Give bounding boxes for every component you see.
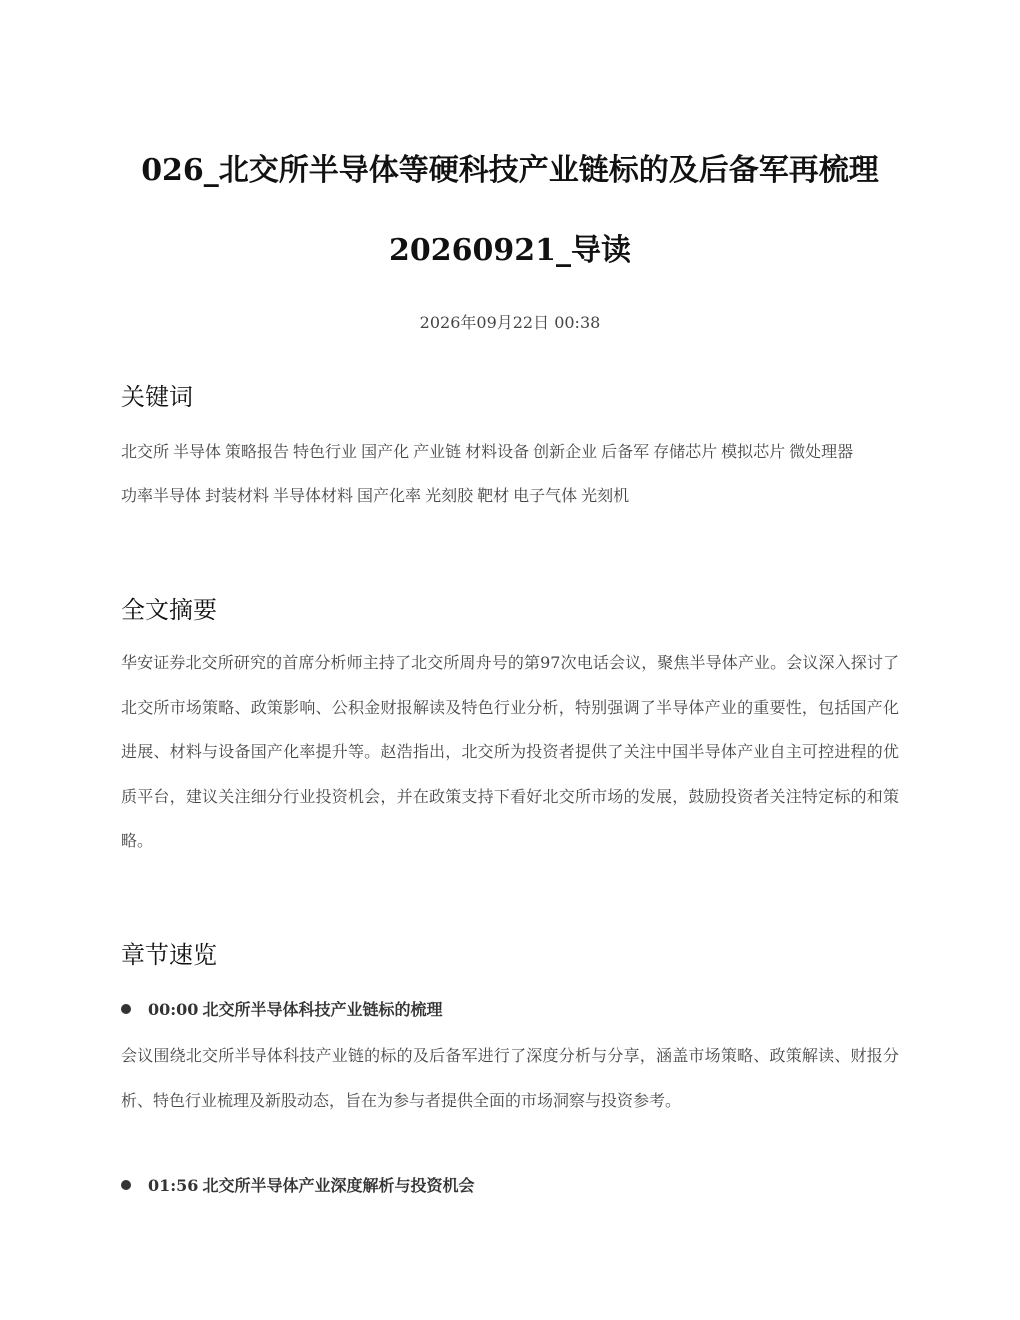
keyword: 特色行业 — [293, 442, 358, 461]
keyword: 材料设备 — [465, 442, 530, 461]
keyword: 靶材 — [477, 486, 510, 505]
keyword: 策略报告 — [225, 442, 290, 461]
keyword: 创新企业 — [533, 442, 598, 461]
summary-heading: 全文摘要 — [121, 596, 217, 624]
bullet-icon — [121, 1180, 131, 1190]
keyword: 国产化率 — [357, 486, 422, 505]
chapter-item — [121, 1174, 899, 1198]
keyword: 模拟芯片 — [721, 442, 786, 461]
keyword: 封装材料 — [205, 486, 270, 505]
keyword: 光刻胶 — [425, 486, 474, 505]
chapter-text: 会议围绕北交所半导体科技产业链的标的及后备军进行了深度分析与分享，涵盖市场策略、政策解读、财报分析、特色行业梳理及新股动态，旨在为参与者提供全面的市场洞察与投资参考。 — [121, 1046, 899, 1110]
keyword: 微处理器 — [789, 442, 854, 461]
chapter-item — [121, 998, 899, 1022]
keywords-heading: 关键词 — [121, 383, 193, 411]
keyword: 后备军 — [601, 442, 650, 461]
keyword: 功率半导体 — [121, 486, 202, 505]
keyword: 北交所 — [121, 442, 170, 461]
keyword: 国产化 — [361, 442, 410, 461]
document-title-line-2: 20260921_导读 — [389, 233, 631, 268]
keywords-list — [121, 430, 901, 518]
keyword: 电子气体 — [513, 486, 578, 505]
chapter-title: 北交所半导体产业深度解析与投资机会 — [202, 1176, 475, 1195]
keyword: 光刻机 — [581, 486, 630, 505]
bullet-icon — [121, 1004, 131, 1014]
keyword: 产业链 — [413, 442, 462, 461]
document-title-line-1: 026_北交所半导体等硬科技产业链标的及后备军再梳理 — [141, 153, 879, 188]
keyword: 存储芯片 — [653, 442, 718, 461]
keyword: 半导体材料 — [273, 486, 354, 505]
keyword: 半导体 — [173, 442, 222, 461]
chapter-time: 01:56 — [148, 1176, 199, 1195]
chapter-time: 00:00 — [148, 1000, 199, 1019]
summary-text: 华安证券北交所研究的首席分析师主持了北交所周舟号的第97次电话会议，聚焦半导体产业。会议深入探讨了北交所市场策略、政策影响、公积金财报解读及特色行业分析，特别强调了半导体产业的重要性，包括国产化进展、材料与设备国产化率提升等。赵浩指出，北交所为投资者提供了关注中国半导体产业自主可控进程的优质平台，建议关注细分行业投资机会，并在政策支持下看好北交所市场的发展，鼓励投资者关注特定标的和策略。 — [121, 653, 899, 850]
chapters-heading: 章节速览 — [121, 941, 217, 969]
document-date: 2026年09月22日 00:38 — [419, 313, 601, 332]
chapter-title: 北交所半导体科技产业链标的梳理 — [202, 1000, 443, 1019]
